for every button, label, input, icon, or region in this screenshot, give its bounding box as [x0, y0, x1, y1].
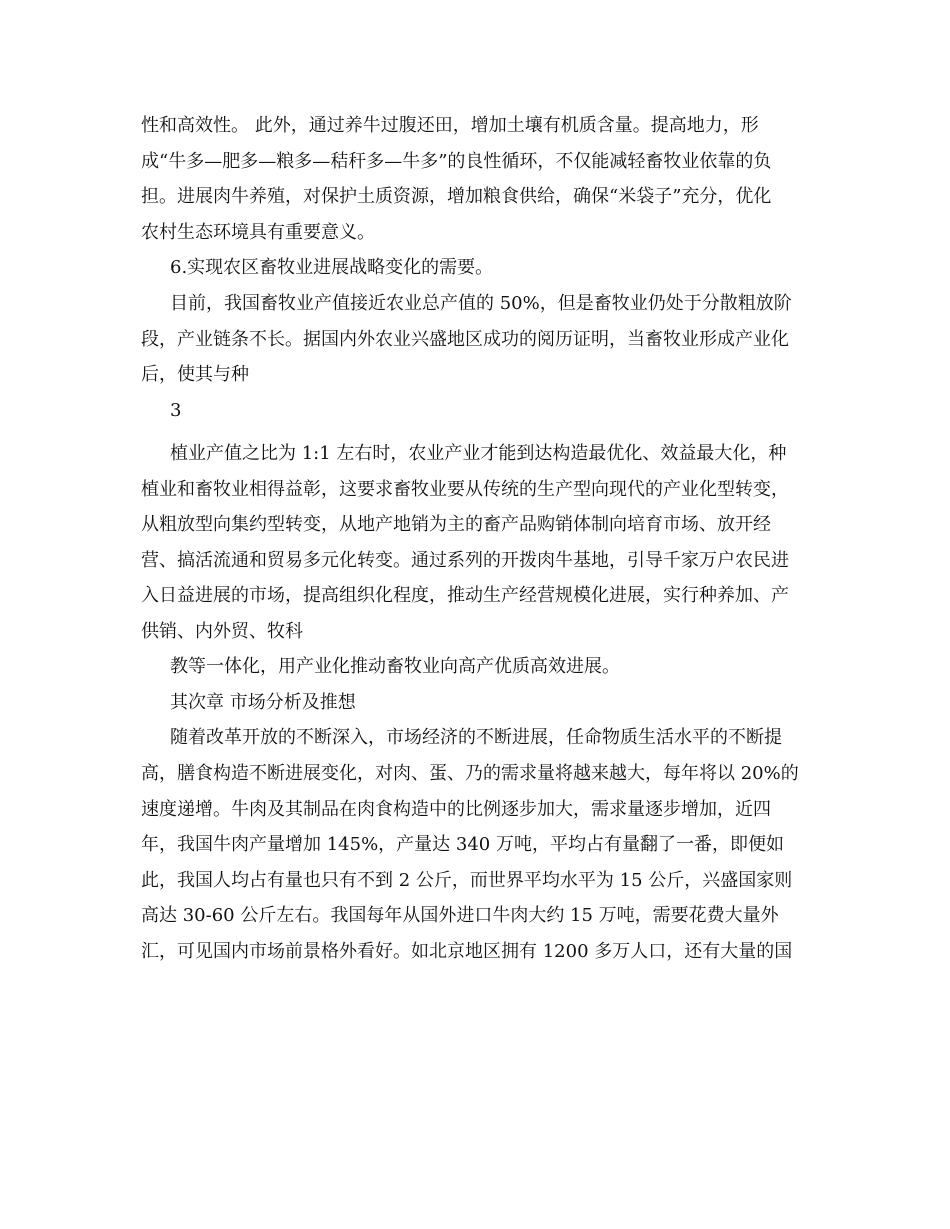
text-line: 段，产业链条不长。据国内外农业兴盛地区成功的阅历证明，当畜牧业形成产业化 — [141, 329, 789, 350]
page-number: 3 — [170, 400, 182, 421]
text-line: 营、搞活流通和贸易多元化转变。通过系列的开拨肉牛基地，引导千家万户农民进 — [141, 550, 789, 571]
text-line: 植业和畜牧业相得益彰，这要求畜牧业要从传统的生产型向现代的产业化型转变， — [141, 479, 789, 500]
text-line: 入日益进展的市场，提高组织化程度，推动生产经营规模化进展，实行种养加、产 — [141, 585, 789, 606]
text-line: 此，我国人均占有量也只有不到 2 公斤，而世界平均水平为 15 公斤，兴盛国家则 — [141, 870, 793, 891]
chapter-heading: 其次章 市场分析及推想 — [170, 692, 356, 713]
text-line: 植业产值之比为 1:1 左右时，农业产业才能到达构造最优化、效益最大化，种 — [170, 443, 787, 464]
text-line: 成“牛多—肥多—粮多—秸秆多—牛多”的良性循环，不仅能减轻畜牧业依靠的负 — [141, 151, 772, 172]
section-heading: 6.实现农区畜牧业进展战略变化的需要。 — [170, 257, 494, 278]
text-line: 目前，我国畜牧业产值接近农业总产值的 50%，但是畜牧业仍处于分散粗放阶 — [170, 293, 792, 314]
text-line: 汇，可见国内市场前景格外看好。如北京地区拥有 1200 多万人口，还有大量的国 — [141, 941, 793, 962]
text-line: 随着改革开放的不断深入，市场经济的不断进展，任命物质生活水平的不断提 — [170, 727, 782, 748]
text-line: 担。进展肉牛养殖，对保护土质资源，增加粮食供给，确保“米袋子”充分，优化 — [141, 186, 772, 207]
text-line: 供销、内外贸、牧科 — [141, 621, 303, 642]
text-line: 农村生态环境具有重要意义。 — [141, 222, 375, 243]
text-line: 速度递增。牛肉及其制品在肉食构造中的比例逐步加大，需求量逐步增加，近四 — [141, 799, 771, 820]
text-line: 从粗放型向集约型转变，从地产地销为主的畜产品购销体制向培育市场、放开经 — [141, 514, 771, 535]
text-line: 高达 30-60 公斤左右。我国每年从国外进口牛肉大约 15 万吨，需要花费大量外 — [141, 905, 779, 926]
text-line: 性和高效性。 此外，通过养牛过腹还田，增加土壤有机质含量。提高地力，形 — [141, 115, 759, 136]
text-line: 后，使其与种 — [141, 364, 249, 385]
text-line: 年，我国牛肉产量增加 145%，产量达 340 万吨，平均占有量翻了一番，即便如 — [141, 834, 784, 855]
text-line: 教等一体化，用产业化推动畜牧业向高产优质高效进展。 — [170, 656, 620, 677]
text-line: 高，膳食构造不断进展变化，对肉、蛋、乃的需求量将越来越大，每年将以 20%的 — [141, 763, 799, 784]
